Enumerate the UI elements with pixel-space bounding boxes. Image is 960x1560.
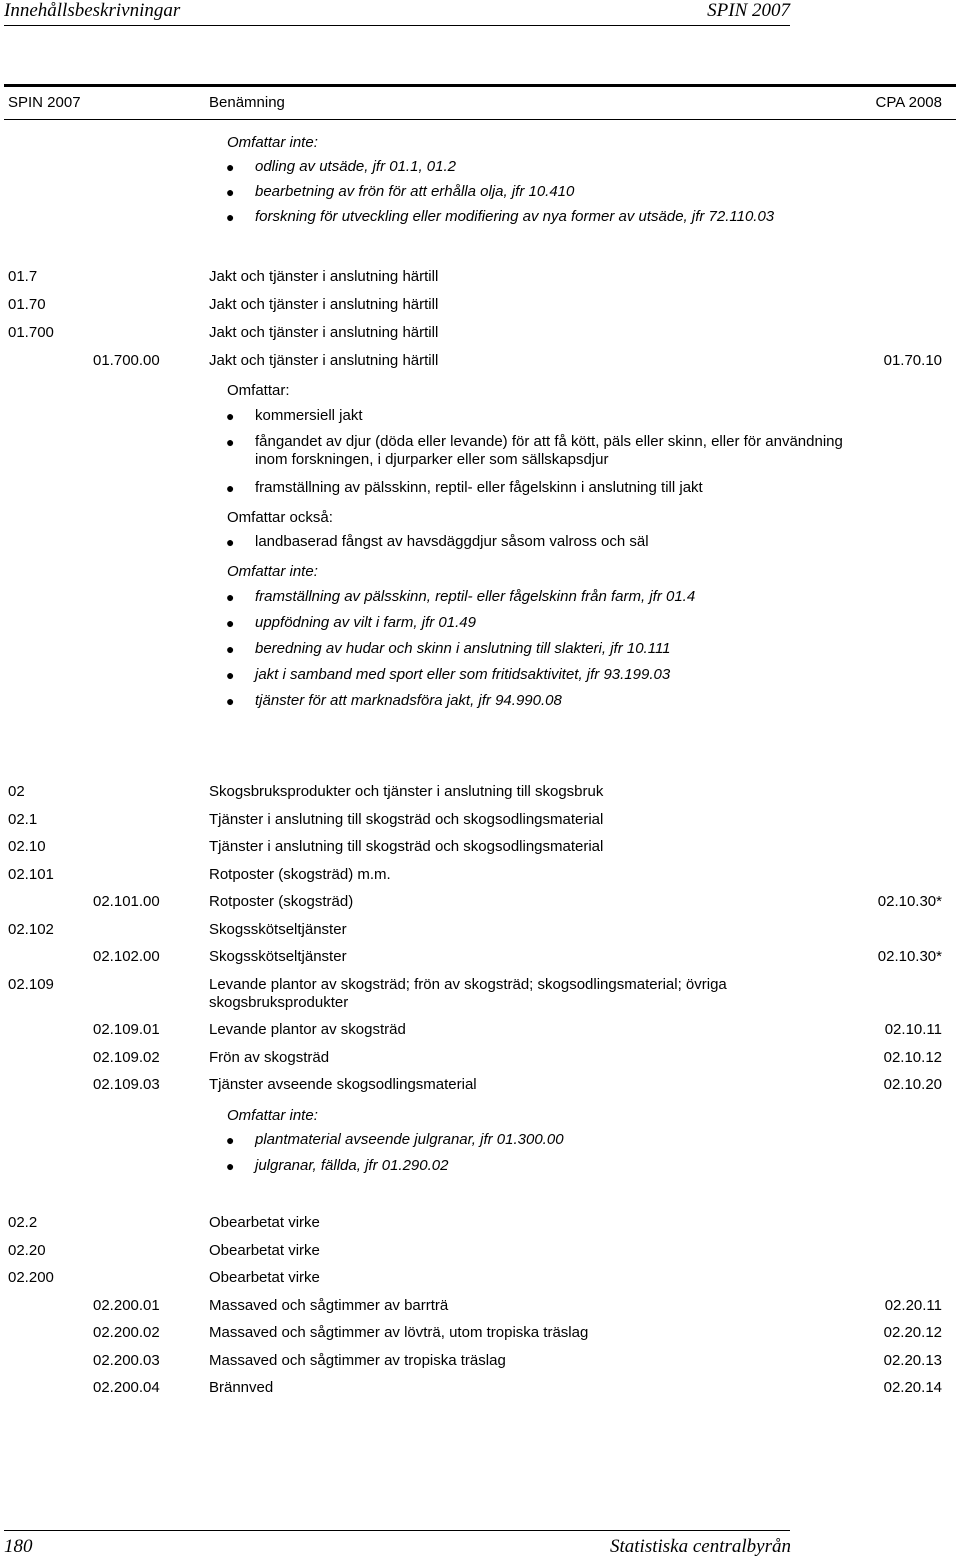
page-number: 180 [4, 1536, 33, 1557]
note-label-also-includes: Omfattar också: [227, 509, 333, 526]
column-header-name: Benämning [209, 94, 285, 111]
note-label-includes: Omfattar: [227, 382, 290, 399]
table-top-rule [4, 84, 956, 87]
table-header-rule [4, 119, 956, 120]
publisher-name: Statistiska centralbyrån [610, 1536, 792, 1557]
column-header-spin: SPIN 2007 [8, 94, 81, 111]
header-rule [4, 25, 790, 26]
column-header-cpa: CPA 2008 [875, 94, 942, 111]
table-row: 02.109 Levande plantor av skogsträd; frön av skogsträd; skogsodlingsmaterial; övriga skogsbruksprodukter [8, 976, 727, 1011]
footer-rule [4, 1530, 790, 1531]
running-header-right: SPIN 2007 [707, 0, 790, 21]
running-header-left: Innehållsbeskrivningar [4, 0, 181, 21]
running-header [4, 0, 790, 26]
note-label-excludes: Omfattar inte: [227, 563, 318, 580]
note-label-excludes: Omfattar inte: [227, 1107, 318, 1124]
note-label-excludes: Omfattar inte: [227, 134, 318, 151]
